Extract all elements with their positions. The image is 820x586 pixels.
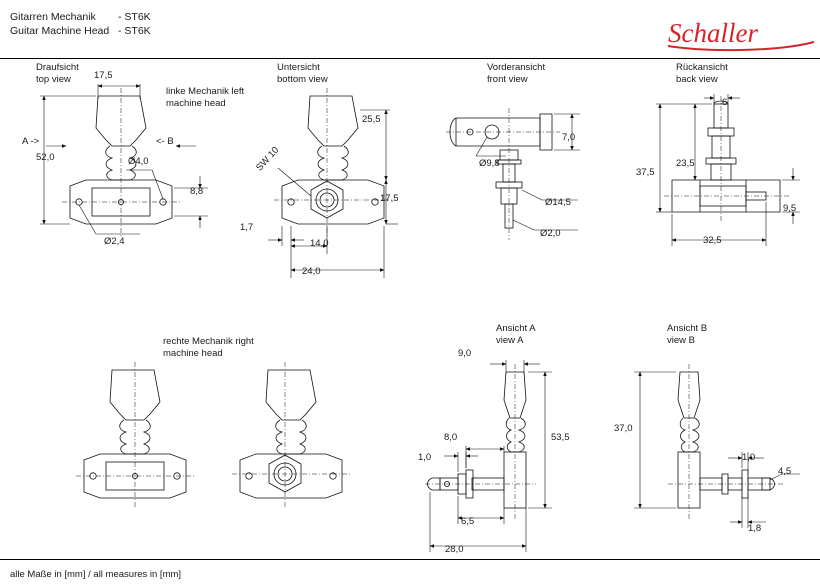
dim-top-52-0: 52,0 xyxy=(36,152,55,163)
dim-b-1-0: 1,0 xyxy=(742,452,756,463)
caption-back-view-en: back view xyxy=(676,74,718,85)
dim-bottom-25-5: 25,5 xyxy=(362,114,381,125)
note-right-en: right machine head xyxy=(163,336,254,359)
dim-front-d2-0: Ø2,0 xyxy=(540,228,561,239)
note-right-de: rechte Mechanik xyxy=(163,336,233,347)
right-machine-head-bottom-geometry xyxy=(232,362,352,508)
note-left-en: left machine head xyxy=(166,86,245,109)
dim-back-9-5: 9,5 xyxy=(783,203,797,214)
caption-top-view-en: top view xyxy=(36,74,71,85)
caption-top-view-de: Draufsicht xyxy=(36,62,79,73)
label-arrow-a: A -> xyxy=(22,136,40,147)
dim-top-17-5: 17,5 xyxy=(94,70,113,81)
dim-a-53-5: 53,5 xyxy=(551,432,570,443)
caption-bottom-view xyxy=(277,62,328,86)
caption-view-b-en: view B xyxy=(667,335,695,346)
dim-back-37-5: 37,5 xyxy=(636,167,655,178)
dim-front-7-0: 7,0 xyxy=(562,132,576,143)
dim-a-1-0: 1,0 xyxy=(418,452,432,463)
title-row-de xyxy=(10,10,178,24)
caption-bottom-view-en: bottom view xyxy=(277,74,328,85)
dim-a-28-0: 28,0 xyxy=(445,544,464,555)
caption-view-a-de: Ansicht A xyxy=(496,323,536,334)
view-a-geometry xyxy=(425,360,552,552)
dim-bottom-17-5: 17,5 xyxy=(380,193,399,204)
title-row-en xyxy=(10,24,178,38)
back-view-geometry xyxy=(656,94,800,246)
dim-a-8-0: 8,0 xyxy=(444,432,458,443)
title-de: Gitarren Mechanik xyxy=(10,11,96,23)
dim-b-4-5: 4,5 xyxy=(778,466,792,477)
front-view-geometry xyxy=(446,108,580,240)
caption-front-view-de: Vorderansicht xyxy=(487,62,546,73)
dim-top-8-8: 8,8 xyxy=(190,186,204,197)
title-en: Guitar Machine Head xyxy=(10,25,110,37)
caption-view-b xyxy=(667,323,707,347)
note-right-machine-head xyxy=(163,336,283,360)
dim-a-6-5: 6,5 xyxy=(461,516,475,527)
dim-bottom-24-0: 24,0 xyxy=(302,266,321,277)
footer-note: alle Maße in [mm] / all measures in [mm] xyxy=(10,569,182,580)
code-de: - ST6K xyxy=(118,11,151,23)
dim-b-1-8: 1,8 xyxy=(748,523,762,534)
dim-top-d2-4: Ø2,4 xyxy=(104,236,125,247)
caption-top-view xyxy=(36,62,79,86)
note-left-machine-head xyxy=(166,86,276,110)
header-divider xyxy=(0,58,820,59)
caption-front-view xyxy=(487,62,545,86)
code-en: - ST6K xyxy=(118,25,151,37)
footer-divider xyxy=(0,559,820,560)
dim-front-d14-5: Ø14,5 xyxy=(545,197,571,208)
dim-back-23-5: 23,5 xyxy=(676,158,695,169)
dim-a-9-0: 9,0 xyxy=(458,348,472,359)
title-block xyxy=(10,10,178,38)
dim-bottom-sw10: SW 10 xyxy=(254,144,282,174)
dim-back-6: 6 xyxy=(722,97,728,108)
dim-top-d4-0: Ø4,0 xyxy=(128,156,149,167)
view-b-geometry xyxy=(634,364,800,528)
dim-bottom-14-0: 14,0 xyxy=(310,238,329,249)
caption-view-a xyxy=(496,323,536,347)
note-left-de: linke Mechanik xyxy=(166,86,229,97)
schaller-logo xyxy=(666,12,816,56)
caption-front-view-en: front view xyxy=(487,74,528,85)
caption-back-view-de: Rückansicht xyxy=(676,62,728,73)
dim-bottom-1-7: 1,7 xyxy=(240,222,254,233)
dim-back-32-5: 32,5 xyxy=(703,235,722,246)
caption-bottom-view-de: Untersicht xyxy=(277,62,320,73)
caption-view-a-en: view A xyxy=(496,335,524,346)
dim-b-37-0: 37,0 xyxy=(614,423,633,434)
caption-back-view xyxy=(676,62,728,86)
right-machine-head-top-geometry xyxy=(76,362,196,508)
label-arrow-b: <- B xyxy=(156,136,174,147)
caption-view-b-de: Ansicht B xyxy=(667,323,708,334)
svg-text:Schaller: Schaller xyxy=(668,18,758,48)
dim-front-d9-8: Ø9,8 xyxy=(479,158,500,169)
